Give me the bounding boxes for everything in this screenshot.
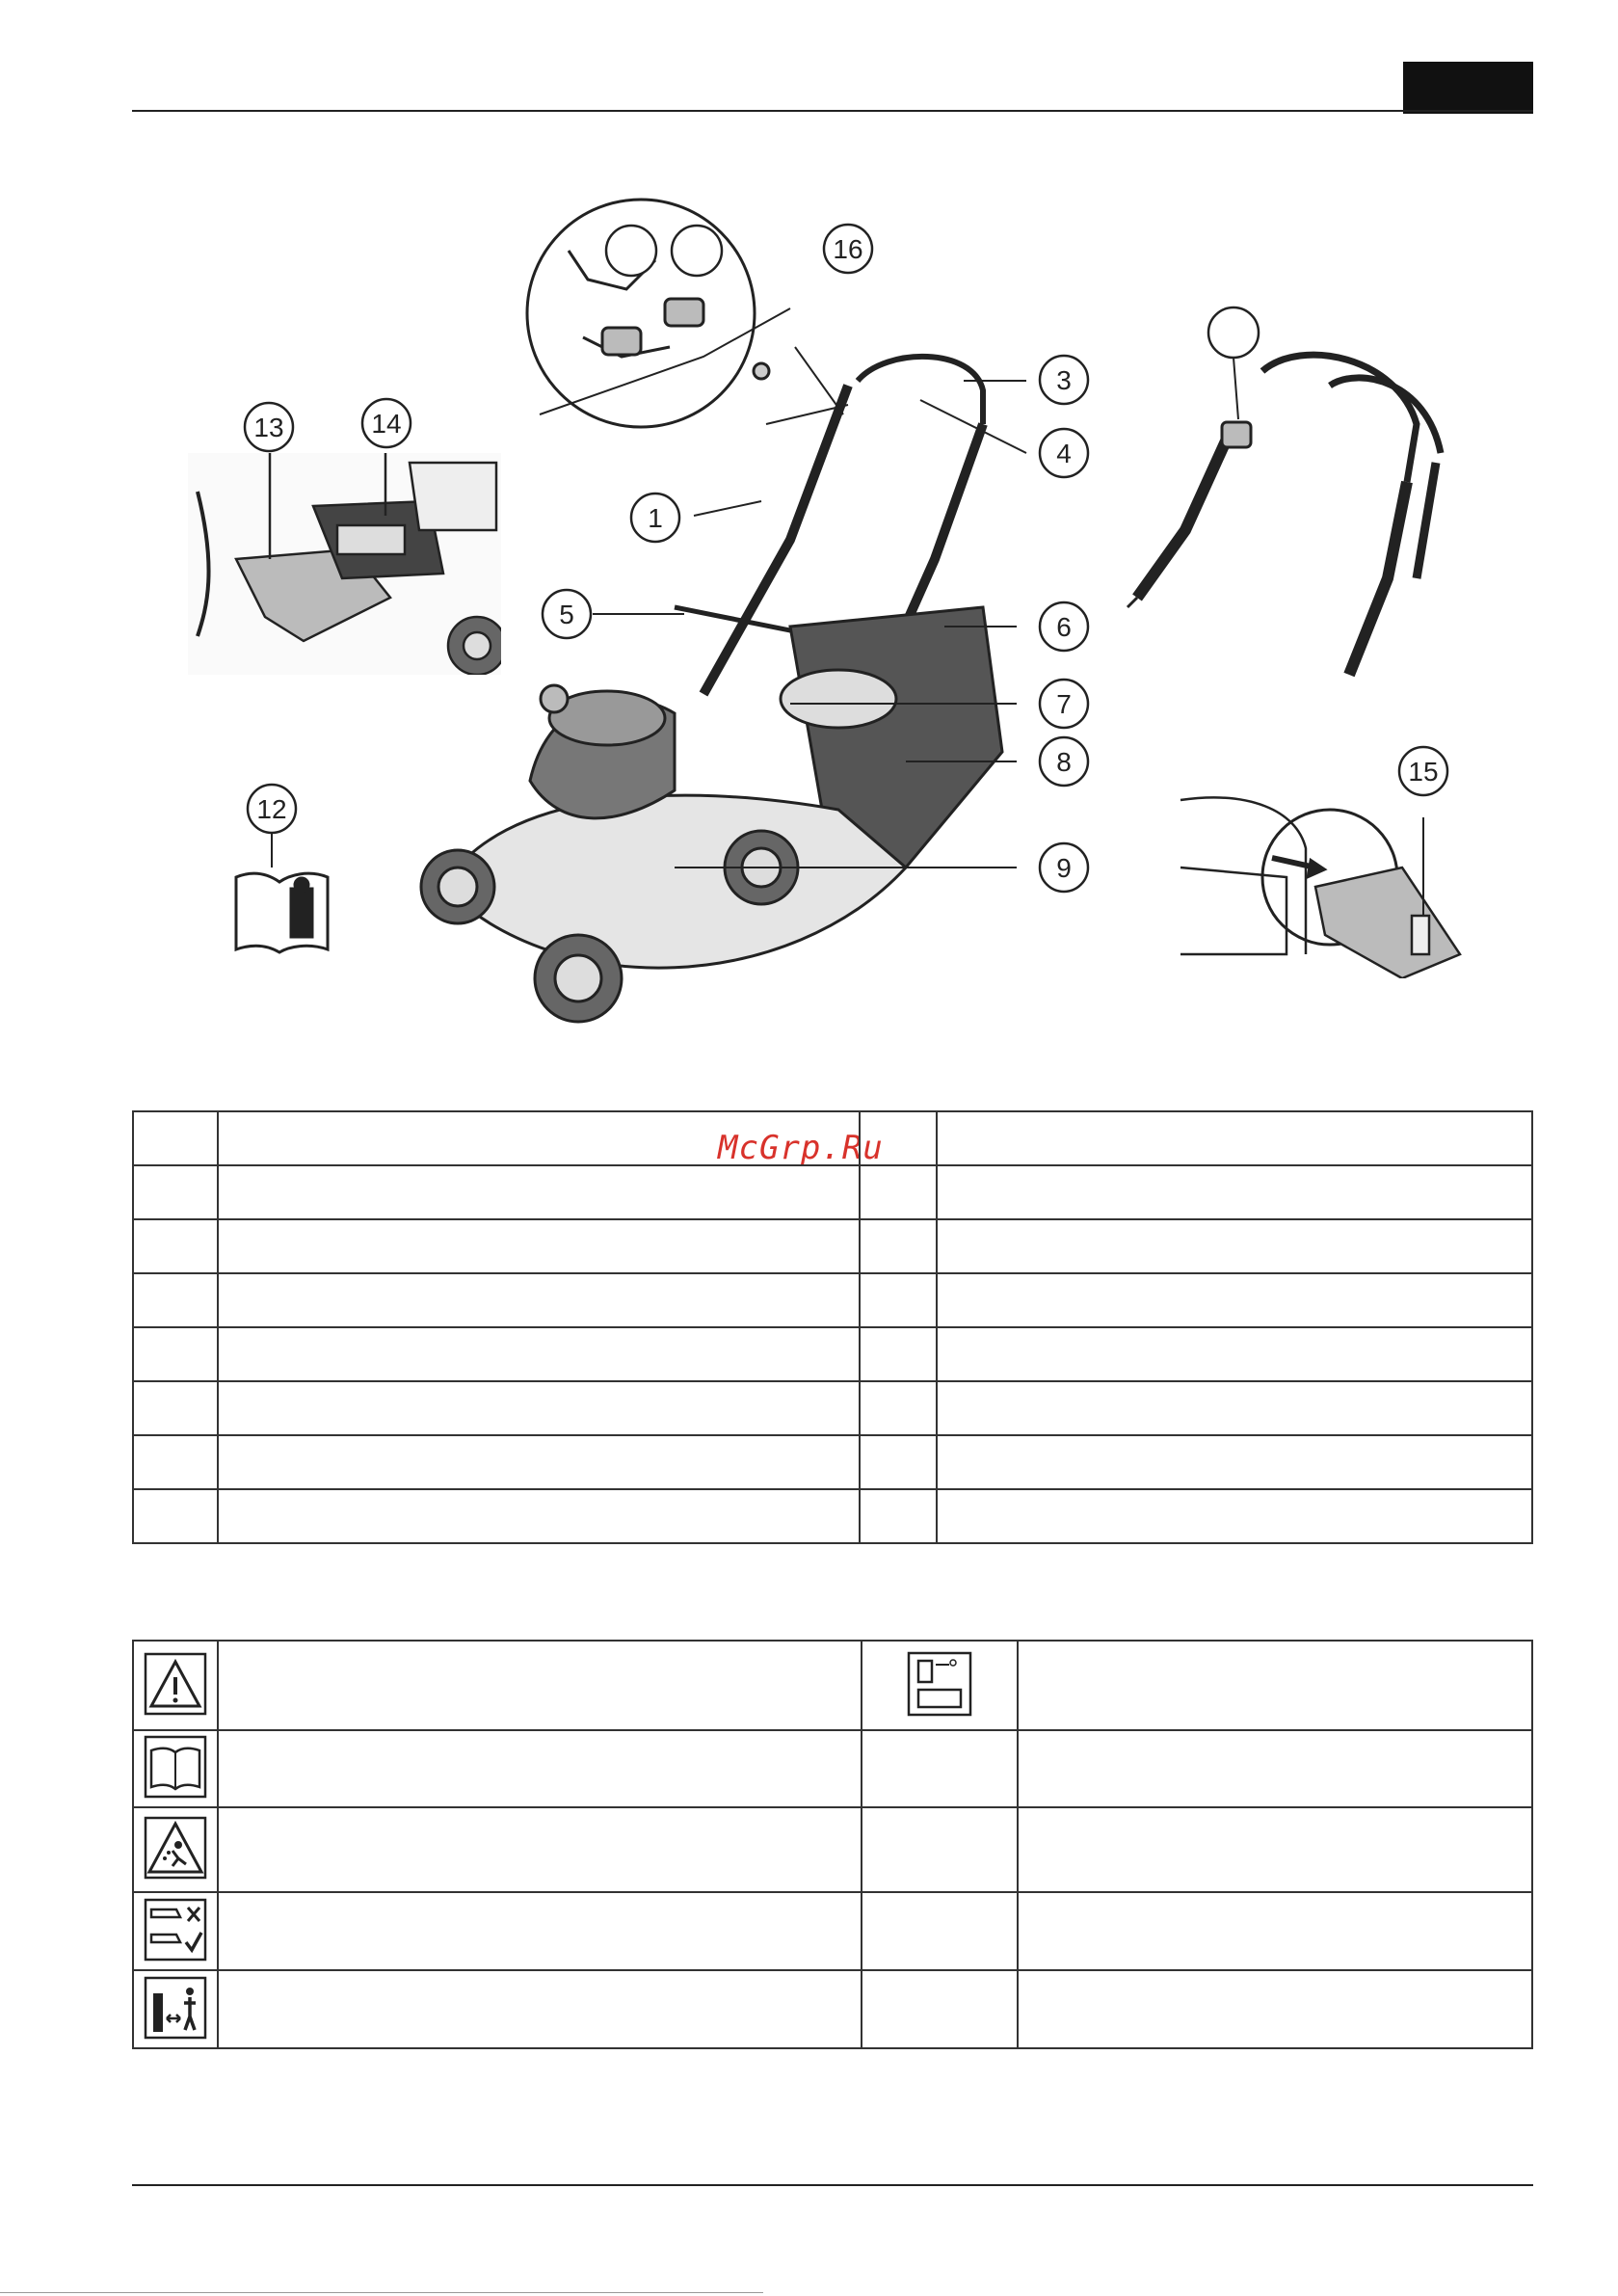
parts-table-cell [860, 1273, 937, 1327]
mower-storage-icon [907, 1651, 972, 1717]
parts-table-cell [133, 1435, 218, 1489]
callout-6 [1037, 600, 1091, 654]
parts-table-cell [860, 1381, 937, 1435]
parts-table-row [133, 1435, 1532, 1489]
parts-table-cell [860, 1489, 937, 1543]
watermark: McGrp.Ru [718, 1129, 884, 1167]
parts-table-row [133, 1111, 1532, 1165]
parts-table-row [133, 1381, 1532, 1435]
parts-table-cell [937, 1435, 1532, 1489]
parts-table-cell [133, 1111, 218, 1165]
svg-text:5: 5 [559, 600, 574, 629]
svg-text:4: 4 [1056, 439, 1072, 468]
parts-table-row [133, 1273, 1532, 1327]
svg-text:1: 1 [648, 503, 663, 533]
symbols-row [133, 1807, 1532, 1892]
svg-text:9: 9 [1056, 853, 1072, 883]
keep-distance-icon [144, 1976, 207, 2040]
footer-rule [132, 2184, 1533, 2186]
parts-table-row [133, 1219, 1532, 1273]
parts-table-cell [133, 1327, 218, 1381]
svg-text:16: 16 [833, 234, 863, 264]
parts-table-cell [937, 1327, 1532, 1381]
svg-text:13: 13 [253, 413, 284, 442]
parts-table-cell [218, 1273, 860, 1327]
parts-table-cell [218, 1165, 860, 1219]
callout-9 [1037, 841, 1091, 894]
thrown-objects-warning-icon [144, 1816, 207, 1880]
callout-4 [1037, 426, 1091, 480]
parts-table-cell [133, 1273, 218, 1327]
language-tab [1403, 62, 1533, 114]
callout-13 [242, 400, 296, 454]
correct-incorrect-icon [144, 1898, 207, 1962]
parts-table-cell [218, 1111, 860, 1165]
symbols-row [133, 1730, 1532, 1807]
mulching-plug-detail [1171, 771, 1479, 978]
parts-table-cell [860, 1435, 937, 1489]
parts-table-cell [937, 1111, 1532, 1165]
parts-table-cell [860, 1327, 937, 1381]
parts-table-cell [218, 1381, 860, 1435]
callout-16 [821, 222, 875, 276]
svg-text:6: 6 [1056, 612, 1072, 642]
callout-14 [359, 396, 413, 450]
symbols-row [133, 1892, 1532, 1970]
callout-7 [1037, 677, 1091, 731]
parts-table-row [133, 1489, 1532, 1543]
parts-table-cell [218, 1489, 860, 1543]
rear-discharge-detail [188, 453, 501, 675]
manual-book-illustration [231, 829, 337, 954]
parts-table-cell [133, 1381, 218, 1435]
callout-8 [1037, 734, 1091, 788]
svg-text:15: 15 [1408, 757, 1439, 787]
symbols-row [133, 1970, 1532, 2048]
parts-table-cell [218, 1327, 860, 1381]
callout-3 [1037, 353, 1091, 407]
parts-table-cell [860, 1111, 937, 1165]
page-bottom-rule [0, 2292, 763, 2293]
symbols-row [133, 1641, 1532, 1730]
callout-15 [1396, 744, 1450, 798]
header-rule [132, 110, 1533, 112]
callout-1 [628, 491, 682, 545]
parts-table-cell [937, 1165, 1532, 1219]
warning-triangle-icon [144, 1652, 207, 1716]
callout-12 [245, 782, 299, 836]
symbols-table [132, 1640, 1533, 2049]
parts-table-cell [860, 1165, 937, 1219]
parts-table-cell [937, 1489, 1532, 1543]
parts-table-cell [218, 1219, 860, 1273]
parts-table-cell [218, 1435, 860, 1489]
svg-text:12: 12 [256, 794, 287, 824]
manual-book-icon [144, 1735, 207, 1799]
parts-table-cell [937, 1219, 1532, 1273]
parts-table-row [133, 1327, 1532, 1381]
svg-text:3: 3 [1056, 365, 1072, 395]
parts-table-cell [133, 1165, 218, 1219]
handle-detail-illustration [1108, 289, 1474, 694]
parts-table-cell [860, 1219, 937, 1273]
parts-table-cell [133, 1219, 218, 1273]
parts-table-cell [937, 1381, 1532, 1435]
parts-table-cell [937, 1273, 1532, 1327]
callout-5 [540, 587, 594, 641]
parts-table-cell [133, 1489, 218, 1543]
parts-table [132, 1110, 1533, 1544]
svg-text:7: 7 [1056, 689, 1072, 719]
svg-text:8: 8 [1056, 747, 1072, 777]
svg-text:14: 14 [371, 409, 402, 439]
parts-table-row [133, 1165, 1532, 1219]
